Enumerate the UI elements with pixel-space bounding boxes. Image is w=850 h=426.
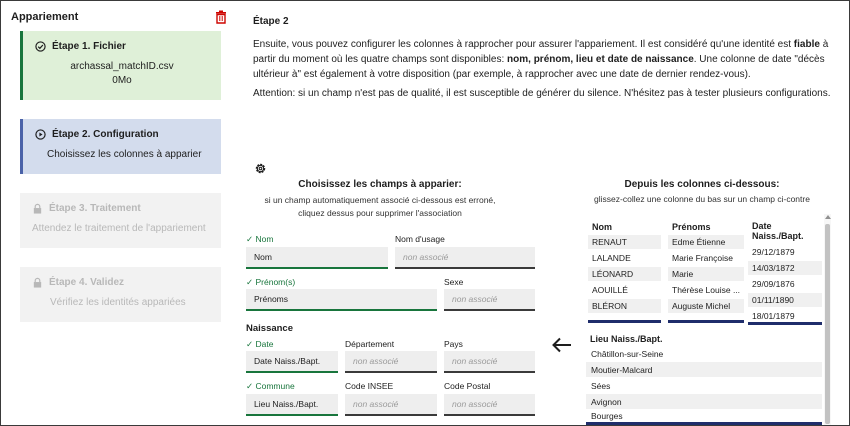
fields-subtitle-line-2: cliquez dessus pour supprimer l'association bbox=[298, 208, 462, 218]
fields-heading: Choisissez les champs à apparier: bbox=[298, 179, 462, 190]
gear-icon[interactable] bbox=[254, 162, 267, 175]
list-item: BLÉRON bbox=[588, 299, 661, 313]
intro-bold-2: nom, prénom, lieu et date de naissance bbox=[507, 54, 694, 65]
departement-field[interactable]: non associé bbox=[345, 351, 437, 373]
step-4-desc: Vérifiez les identités appariées bbox=[50, 297, 186, 308]
column-date-header-line-2: Naiss./Bapt. bbox=[752, 231, 804, 241]
list-item: Marie Françoise bbox=[668, 251, 744, 265]
scroll-up-icon[interactable] bbox=[825, 215, 831, 219]
list-item: LALANDE bbox=[588, 251, 661, 265]
play-circle-icon bbox=[35, 129, 46, 140]
step-2-desc: Choisissez les colonnes à apparier bbox=[47, 149, 202, 160]
list-item: 29/12/1879 bbox=[748, 245, 822, 259]
date-label: ✓ Date bbox=[246, 339, 274, 349]
intro-text-2: à partir du moment où les quatre champs sont disponibles: bbox=[253, 39, 829, 65]
code-postal-field[interactable]: non associé bbox=[444, 394, 535, 416]
step-1-filename: archassal_matchID.csv bbox=[70, 61, 174, 72]
fields-subtitle bbox=[245, 194, 515, 220]
nom-label: ✓ Nom bbox=[246, 234, 274, 244]
naissance-section-title: Naissance bbox=[246, 323, 294, 334]
list-item: 14/03/1872 bbox=[748, 261, 822, 275]
list-item: Châtillon-sur-Seine bbox=[586, 346, 822, 361]
step-3-title: Étape 3. Traitement bbox=[49, 203, 141, 214]
list-item: LÉONARD bbox=[588, 267, 661, 281]
step-2-configuration[interactable] bbox=[20, 119, 221, 174]
scrollbar-thumb[interactable] bbox=[825, 224, 830, 424]
intro-paragraph bbox=[253, 37, 838, 82]
commune-label: ✓ Commune bbox=[246, 381, 295, 391]
intro-text-1: Ensuite, vous pouvez configurer les colonnes à rapprocher pour assurer l'appariement. Il est considéré qu'une identité est bbox=[253, 39, 794, 50]
list-item: 01/11/1890 bbox=[748, 293, 822, 307]
columns-subtitle: glissez-collez une colonne du bas sur un champ ci-contre bbox=[594, 194, 810, 204]
list-item: AOUILLÉ bbox=[588, 283, 661, 297]
code-insee-label: Code INSEE bbox=[345, 381, 394, 391]
list-item: RENAUT bbox=[588, 235, 661, 249]
step-3-traitement bbox=[20, 193, 221, 248]
list-item: Avignon bbox=[586, 394, 822, 409]
prenom-field[interactable]: Prénoms bbox=[246, 289, 437, 311]
columns-heading: Depuis les colonnes ci-dessous: bbox=[624, 179, 780, 190]
column-prenoms-header: Prénoms bbox=[672, 222, 711, 232]
departement-label: Département bbox=[345, 339, 395, 349]
step-4-validez bbox=[20, 267, 221, 322]
step-1-fichier[interactable] bbox=[20, 31, 221, 100]
nom-usage-field[interactable]: non associé bbox=[395, 247, 535, 269]
step-3-desc: Attendez le traitement de l'appariement bbox=[32, 223, 206, 234]
step-4-title: Étape 4. Validez bbox=[49, 277, 125, 288]
lock-icon bbox=[32, 203, 43, 214]
list-item: Sées bbox=[586, 378, 822, 393]
column-lieu-header: Lieu Naiss./Bapt. bbox=[590, 334, 663, 344]
step-2-title: Étape 2. Configuration bbox=[52, 129, 159, 140]
trash-icon[interactable] bbox=[215, 10, 227, 24]
list-item: 18/01/1879 bbox=[748, 309, 822, 323]
column-lieu-bar bbox=[586, 422, 822, 426]
list-item: Marie bbox=[668, 267, 744, 281]
warning-paragraph: Attention: si un champ n'est pas de qualité, il est susceptible de générer du silence. N'hésitez pas à tester plusieurs configurations. bbox=[253, 88, 831, 99]
intro-text-3: . Une colonne de date "décès ultérieur à" est également à votre disposition (par exemple, à rapprocher avec une date de dernier rendez-vous). bbox=[253, 54, 825, 80]
code-insee-field[interactable]: non associé bbox=[345, 394, 437, 416]
nom-field[interactable]: Nom bbox=[246, 247, 388, 269]
step-1-header bbox=[35, 41, 126, 52]
page-title: Étape 2 bbox=[253, 16, 289, 27]
nom-usage-label: Nom d'usage bbox=[395, 234, 445, 244]
list-item: Auguste Michel bbox=[668, 299, 744, 313]
pays-label: Pays bbox=[444, 339, 463, 349]
fields-subtitle-line-1: si un champ automatiquement associé ci-dessous est erroné, bbox=[264, 195, 496, 205]
step-1-title: Étape 1. Fichier bbox=[52, 41, 126, 52]
date-field[interactable]: Date Naiss./Bapt. bbox=[246, 351, 338, 373]
arrow-left-icon bbox=[551, 336, 573, 354]
list-item: 29/09/1876 bbox=[748, 277, 822, 291]
source-columns-panel bbox=[586, 214, 830, 426]
check-circle-icon bbox=[35, 41, 46, 52]
pays-field[interactable]: non associé bbox=[444, 351, 535, 373]
step-4-header bbox=[32, 277, 124, 288]
step-1-filesize: 0Mo bbox=[112, 75, 132, 86]
sexe-label: Sexe bbox=[444, 277, 464, 287]
list-item: Moutier-Malcard bbox=[586, 362, 822, 377]
sidebar-title: Appariement bbox=[11, 11, 79, 23]
commune-field[interactable]: Lieu Naiss./Bapt. bbox=[246, 394, 338, 416]
code-postal-label: Code Postal bbox=[444, 381, 491, 391]
intro-bold-1: fiable bbox=[793, 39, 820, 50]
sexe-field[interactable]: non associé bbox=[444, 289, 535, 311]
main-panel bbox=[235, 2, 849, 426]
prenom-label: ✓ Prénom(s) bbox=[246, 277, 296, 287]
step-2-header bbox=[35, 129, 159, 140]
list-item: Thérèse Louise ... bbox=[668, 283, 744, 297]
column-lieu-naiss[interactable] bbox=[586, 214, 822, 426]
column-nom-header: Nom bbox=[592, 222, 612, 232]
column-date-header-line-1: Date bbox=[752, 221, 772, 231]
list-item: Edme Étienne bbox=[668, 235, 744, 249]
lock-icon bbox=[32, 277, 43, 288]
sidebar bbox=[2, 2, 234, 426]
step-3-header bbox=[32, 203, 141, 214]
list-item: Bourges bbox=[586, 410, 822, 422]
